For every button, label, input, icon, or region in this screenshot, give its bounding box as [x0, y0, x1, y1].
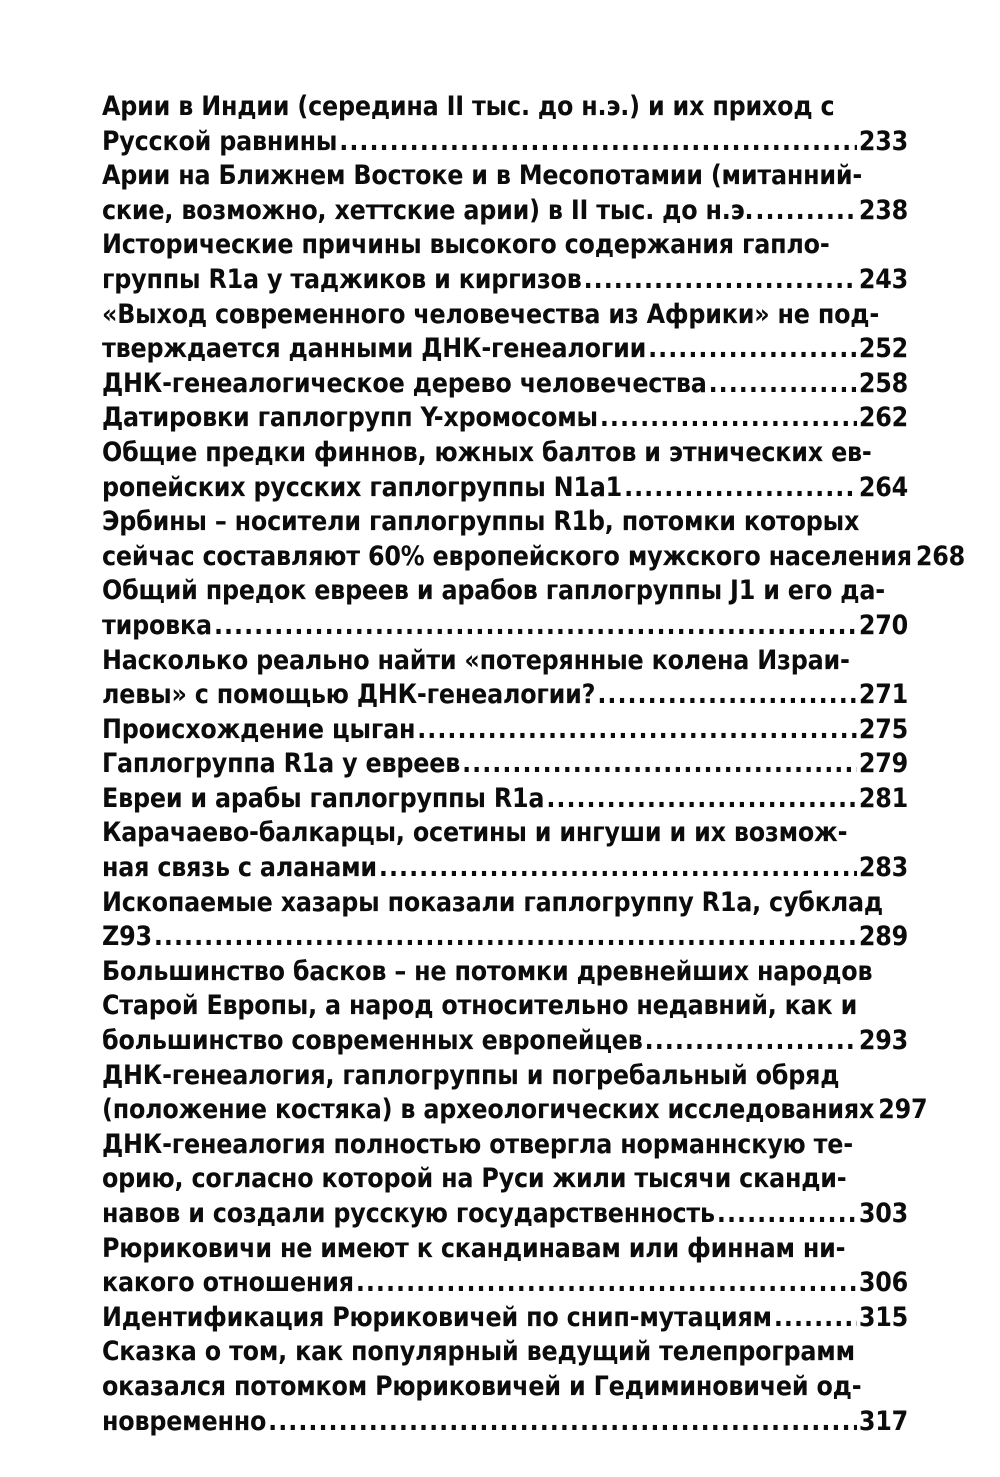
toc-page-number: 238: [858, 194, 908, 226]
toc-entry[interactable]: [102, 1059, 928, 1128]
toc-entry-text: сейчас составляют 60% европейского мужского населения: [102, 540, 912, 572]
toc-entry-text: Старой Европы, а народ относительно недавний, как и: [102, 990, 858, 1022]
dot-leader: [154, 920, 857, 955]
toc-entry-text: ная связь с аланами: [102, 852, 377, 884]
table-of-contents: [102, 90, 965, 1439]
dot-leader: [268, 1405, 857, 1440]
dot-leader: [417, 713, 857, 748]
toc-page-number: 258: [858, 367, 908, 399]
dot-leader: [339, 125, 857, 160]
toc-entry-text: большинство современных европейцев: [102, 1025, 643, 1057]
toc-page-number: 293: [858, 1025, 908, 1057]
toc-entry-text: (положение костяка) в археологических исследованиях: [102, 1094, 875, 1126]
toc-entry-text: тировка: [102, 609, 212, 641]
toc-entry-text: ские, возможно, хеттские арии) в II тыс. до н.э.: [102, 194, 754, 226]
dot-leader: [356, 1266, 857, 1301]
toc-entry-text: Насколько реально найти «потерянные колена Израи-: [102, 644, 850, 676]
toc-page-number: 306: [858, 1267, 908, 1299]
toc-entry-text: Сказка о том, как популярный ведущий телепрограмм: [102, 1336, 855, 1368]
toc-entry-text: Датировки гаплогрупп Y-хромосомы: [102, 402, 598, 434]
toc-page-number: 271: [858, 679, 908, 711]
dot-leader: [462, 747, 857, 782]
toc-page-number: 252: [858, 333, 908, 365]
toc-entry-text: Русской равнины: [102, 125, 338, 157]
dot-leader: [648, 332, 857, 367]
toc-entry[interactable]: [102, 574, 908, 643]
toc-page-number: 262: [858, 402, 908, 434]
dot-leader: [379, 851, 857, 886]
toc-page-number: 281: [858, 782, 908, 814]
toc-entry-text: Карачаево-балкарцы, осетины и ингуши и их возмож-: [102, 817, 848, 849]
toc-entry-text: Рюриковичи не имеют к скандинавам или финнам ни-: [102, 1232, 846, 1264]
toc-entry-text: Эрбины – носители гаплогруппы R1b, потомки которых: [102, 506, 860, 538]
toc-page-number: 264: [858, 471, 908, 503]
toc-entry-text: Происхождение цыган: [102, 713, 416, 745]
toc-page-number: 317: [858, 1405, 908, 1437]
toc-entry[interactable]: [102, 1335, 908, 1439]
dot-leader: [774, 1301, 857, 1336]
toc-entry-text: навов и создали русскую государственность: [102, 1198, 715, 1229]
toc-entry-text: Большинство басков – не потомки древнейших народов: [102, 955, 873, 987]
toc-entry[interactable]: [102, 886, 908, 955]
toc-entry-text: Арии на Ближнем Востоке и в Месопотамии (митанний-: [102, 160, 863, 192]
toc-page-number: 303: [858, 1198, 908, 1229]
toc-entry-text: тверждается данными ДНК-генеалогии: [102, 333, 647, 365]
dot-leader: [546, 782, 857, 817]
dot-leader: [597, 678, 857, 713]
toc-entry[interactable]: [102, 782, 908, 817]
toc-entry-text: Общие предки финнов, южных балтов и этнических ев-: [102, 436, 872, 468]
toc-entry-text: Арии в Индии (середина II тыс. до н.э.) и их приход с: [102, 91, 835, 122]
toc-entry-text: ропейских русских гаплогруппы N1a1: [102, 471, 623, 503]
toc-entry[interactable]: [102, 401, 908, 436]
toc-page-number: 243: [858, 263, 908, 295]
toc-page-number: 289: [858, 921, 908, 953]
toc-entry[interactable]: [102, 816, 908, 885]
dot-leader: [600, 401, 857, 436]
toc-entry[interactable]: [102, 644, 908, 713]
dot-leader: [624, 471, 857, 506]
toc-entry[interactable]: [102, 713, 908, 748]
toc-entry-text: Z93: [102, 921, 152, 953]
toc-entry-text: новременно: [102, 1405, 267, 1437]
toc-entry-text: Гаплогруппа R1a у евреев: [102, 748, 461, 780]
toc-entry[interactable]: [102, 436, 908, 505]
toc-page-number: 275: [858, 713, 908, 745]
dot-leader: [709, 367, 857, 402]
toc-entry[interactable]: [102, 955, 908, 1059]
toc-entry[interactable]: [102, 1301, 908, 1336]
toc-entry-text: «Выход современного человечества из Африки» не под-: [102, 298, 880, 330]
toc-entry[interactable]: [102, 747, 908, 782]
toc-page-number: 233: [858, 125, 908, 157]
toc-entry-text: группы R1a у таджиков и киргизов: [102, 263, 582, 295]
toc-page-number: 270: [858, 609, 908, 641]
dot-leader: [755, 194, 856, 229]
toc-page-number: 297: [878, 1094, 928, 1126]
toc-entry[interactable]: [102, 228, 908, 297]
toc-page-number: 315: [858, 1301, 908, 1333]
toc-page-number: 279: [858, 748, 908, 780]
toc-entry[interactable]: [102, 298, 908, 367]
toc-entry-text: Идентификация Рюриковичей по снип-мутациям: [102, 1301, 772, 1333]
dot-leader: [717, 1197, 857, 1232]
toc-entry-text: левы» с помощью ДНК-генеалогии?: [102, 679, 596, 711]
toc-entry-text: ДНК-генеалогия, гаплогруппы и погребальный обряд: [102, 1059, 840, 1091]
toc-entry[interactable]: [102, 1232, 908, 1301]
toc-page-number: 268: [915, 540, 965, 572]
toc-entry-text: Общий предок евреев и арабов гаплогруппы J1 и его да-: [102, 575, 885, 607]
toc-entry-text: какого отношения: [102, 1267, 354, 1299]
toc-entry-text: оказался потомком Рюриковичей и Гедиминовичей од-: [102, 1370, 862, 1402]
toc-entry[interactable]: [102, 505, 965, 574]
toc-entry-text: Ископаемые хазары показали гаплогруппу R1a, субклад: [102, 886, 883, 918]
toc-entry-text: орию, согласно которой на Руси жили тысячи сканди-: [102, 1163, 847, 1195]
toc-entry[interactable]: [102, 367, 908, 402]
toc-entry[interactable]: [102, 159, 908, 228]
toc-entry-text: ДНК-генеалогическое дерево человечества: [102, 367, 707, 399]
toc-entry-text: Евреи и арабы гаплогруппы R1a: [102, 782, 545, 814]
toc-page-number: 283: [858, 852, 908, 884]
toc-entry-text: Исторические причины высокого содержания гапло-: [102, 229, 830, 261]
dot-leader: [645, 1024, 857, 1059]
dot-leader: [214, 609, 857, 644]
toc-entry[interactable]: [102, 90, 908, 159]
toc-entry-text: ДНК-генеалогия полностью отвергла норманнскую те-: [102, 1128, 853, 1160]
toc-entry[interactable]: [102, 1128, 908, 1232]
dot-leader: [584, 263, 857, 298]
